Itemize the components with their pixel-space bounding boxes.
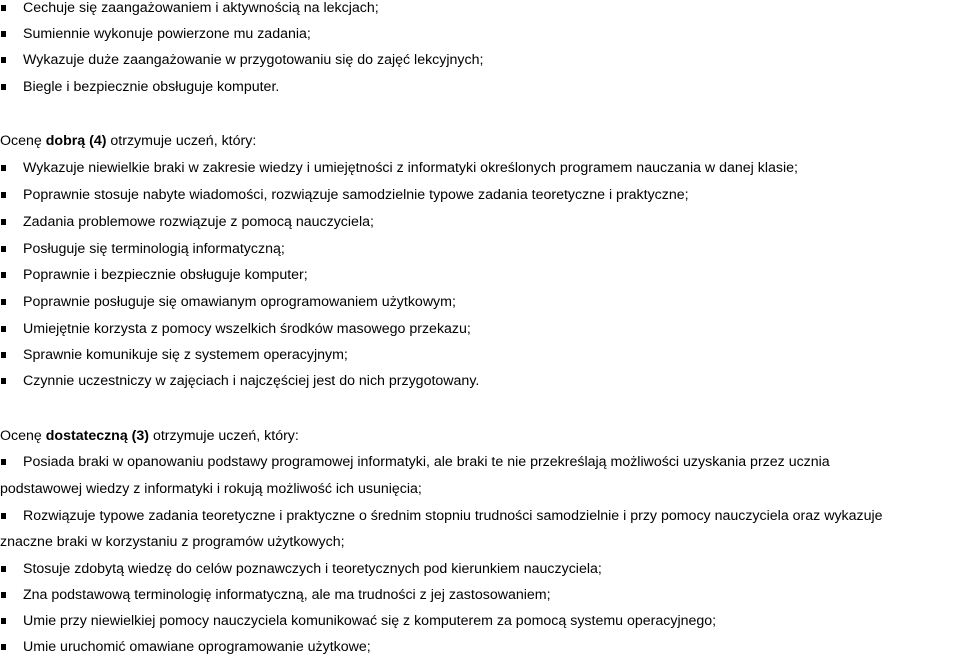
list-item-text: Sumiennie wykonuje powierzone mu zadania; xyxy=(23,26,311,42)
list-item-continuation: podstawowej wiedzy z informatyki i rokują możliwość ich usunięcia; xyxy=(0,481,422,497)
square-bullet-icon xyxy=(1,618,6,624)
list-item-text: Sprawnie komunikuje się z systemem operacyjnym; xyxy=(23,347,348,363)
list-item-text: Stosuje zdobytą wiedzę do celów poznawczych i teoretycznych pod kierunkiem nauczyciela; xyxy=(23,561,602,577)
list-item-text: Wykazuje duże zaangażowanie w przygotowaniu się do zajęć lekcyjnych; xyxy=(23,52,484,68)
section-intro-good: Ocenę dobrą (4) otrzymuje uczeń, który: xyxy=(0,133,257,149)
square-bullet-icon xyxy=(1,165,6,171)
list-item-text: Czynnie uczestniczy w zajęciach i najczęściej jest do nich przygotowany. xyxy=(23,373,480,389)
square-bullet-icon xyxy=(1,592,6,598)
square-bullet-icon xyxy=(1,272,6,278)
list-item-text: Zna podstawową terminologię informatyczną, ale ma trudności z jej zastosowaniem; xyxy=(23,587,551,603)
square-bullet-icon xyxy=(1,566,6,572)
square-bullet-icon xyxy=(1,5,6,11)
list-item-text: Wykazuje niewielkie braki w zakresie wiedzy i umiejętności z informatyki określonych programem nauczania w danej klasie; xyxy=(23,160,798,176)
list-item-text: Posługuje się terminologią informatyczną; xyxy=(23,241,285,257)
square-bullet-icon xyxy=(1,513,6,519)
square-bullet-icon xyxy=(1,459,6,465)
section-intro-sufficient: Ocenę dostateczną (3) otrzymuje uczeń, który: xyxy=(0,428,299,444)
list-item-text: Poprawnie posługuje się omawianym oprogramowaniem użytkowym; xyxy=(23,294,456,310)
grade-label: dobrą (4) xyxy=(45,133,107,149)
list-item-text: Umiejętnie korzysta z pomocy wszelkich środków masowego przekazu; xyxy=(23,321,471,337)
grade-label: dostateczną (3) xyxy=(45,428,150,444)
square-bullet-icon xyxy=(1,326,6,332)
square-bullet-icon xyxy=(1,31,6,37)
square-bullet-icon xyxy=(1,84,6,90)
square-bullet-icon xyxy=(1,192,6,198)
list-item-text: Cechuje się zaangażowaniem i aktywnością na lekcjach; xyxy=(23,0,379,16)
list-item-continuation: znaczne braki w korzystaniu z programów użytkowych; xyxy=(0,534,345,550)
square-bullet-icon xyxy=(1,219,6,225)
list-item-text: Biegle i bezpiecznie obsługuje komputer. xyxy=(23,79,280,95)
list-item-text: Posiada braki w opanowaniu podstawy programowej informatyki, ale braki te nie przekreślają możliwości uzyskania przez ucznia xyxy=(23,454,830,470)
list-item-text: Poprawnie stosuje nabyte wiadomości, rozwiązuje samodzielnie typowe zadania teoretyczne i praktyczne; xyxy=(23,187,689,203)
list-item-text: Poprawnie i bezpiecznie obsługuje komputer; xyxy=(23,267,308,283)
square-bullet-icon xyxy=(1,299,6,305)
list-item-text: Rozwiązuje typowe zadania teoretyczne i praktyczne o średnim stopniu trudności samodzielnie i przy pomocy nauczyciela oraz wykazuje xyxy=(23,508,883,524)
list-item-text: Umie przy niewielkiej pomocy nauczyciela komunikować się z komputerem za pomocą systemu operacyjnego; xyxy=(23,613,717,629)
list-item-text: Zadania problemowe rozwiązuje z pomocą nauczyciela; xyxy=(23,214,374,230)
square-bullet-icon xyxy=(1,57,6,63)
square-bullet-icon xyxy=(1,352,6,358)
square-bullet-icon xyxy=(1,644,6,650)
square-bullet-icon xyxy=(1,246,6,252)
square-bullet-icon xyxy=(1,378,6,384)
list-item-text: Umie uruchomić omawiane oprogramowanie użytkowe; xyxy=(23,639,371,655)
